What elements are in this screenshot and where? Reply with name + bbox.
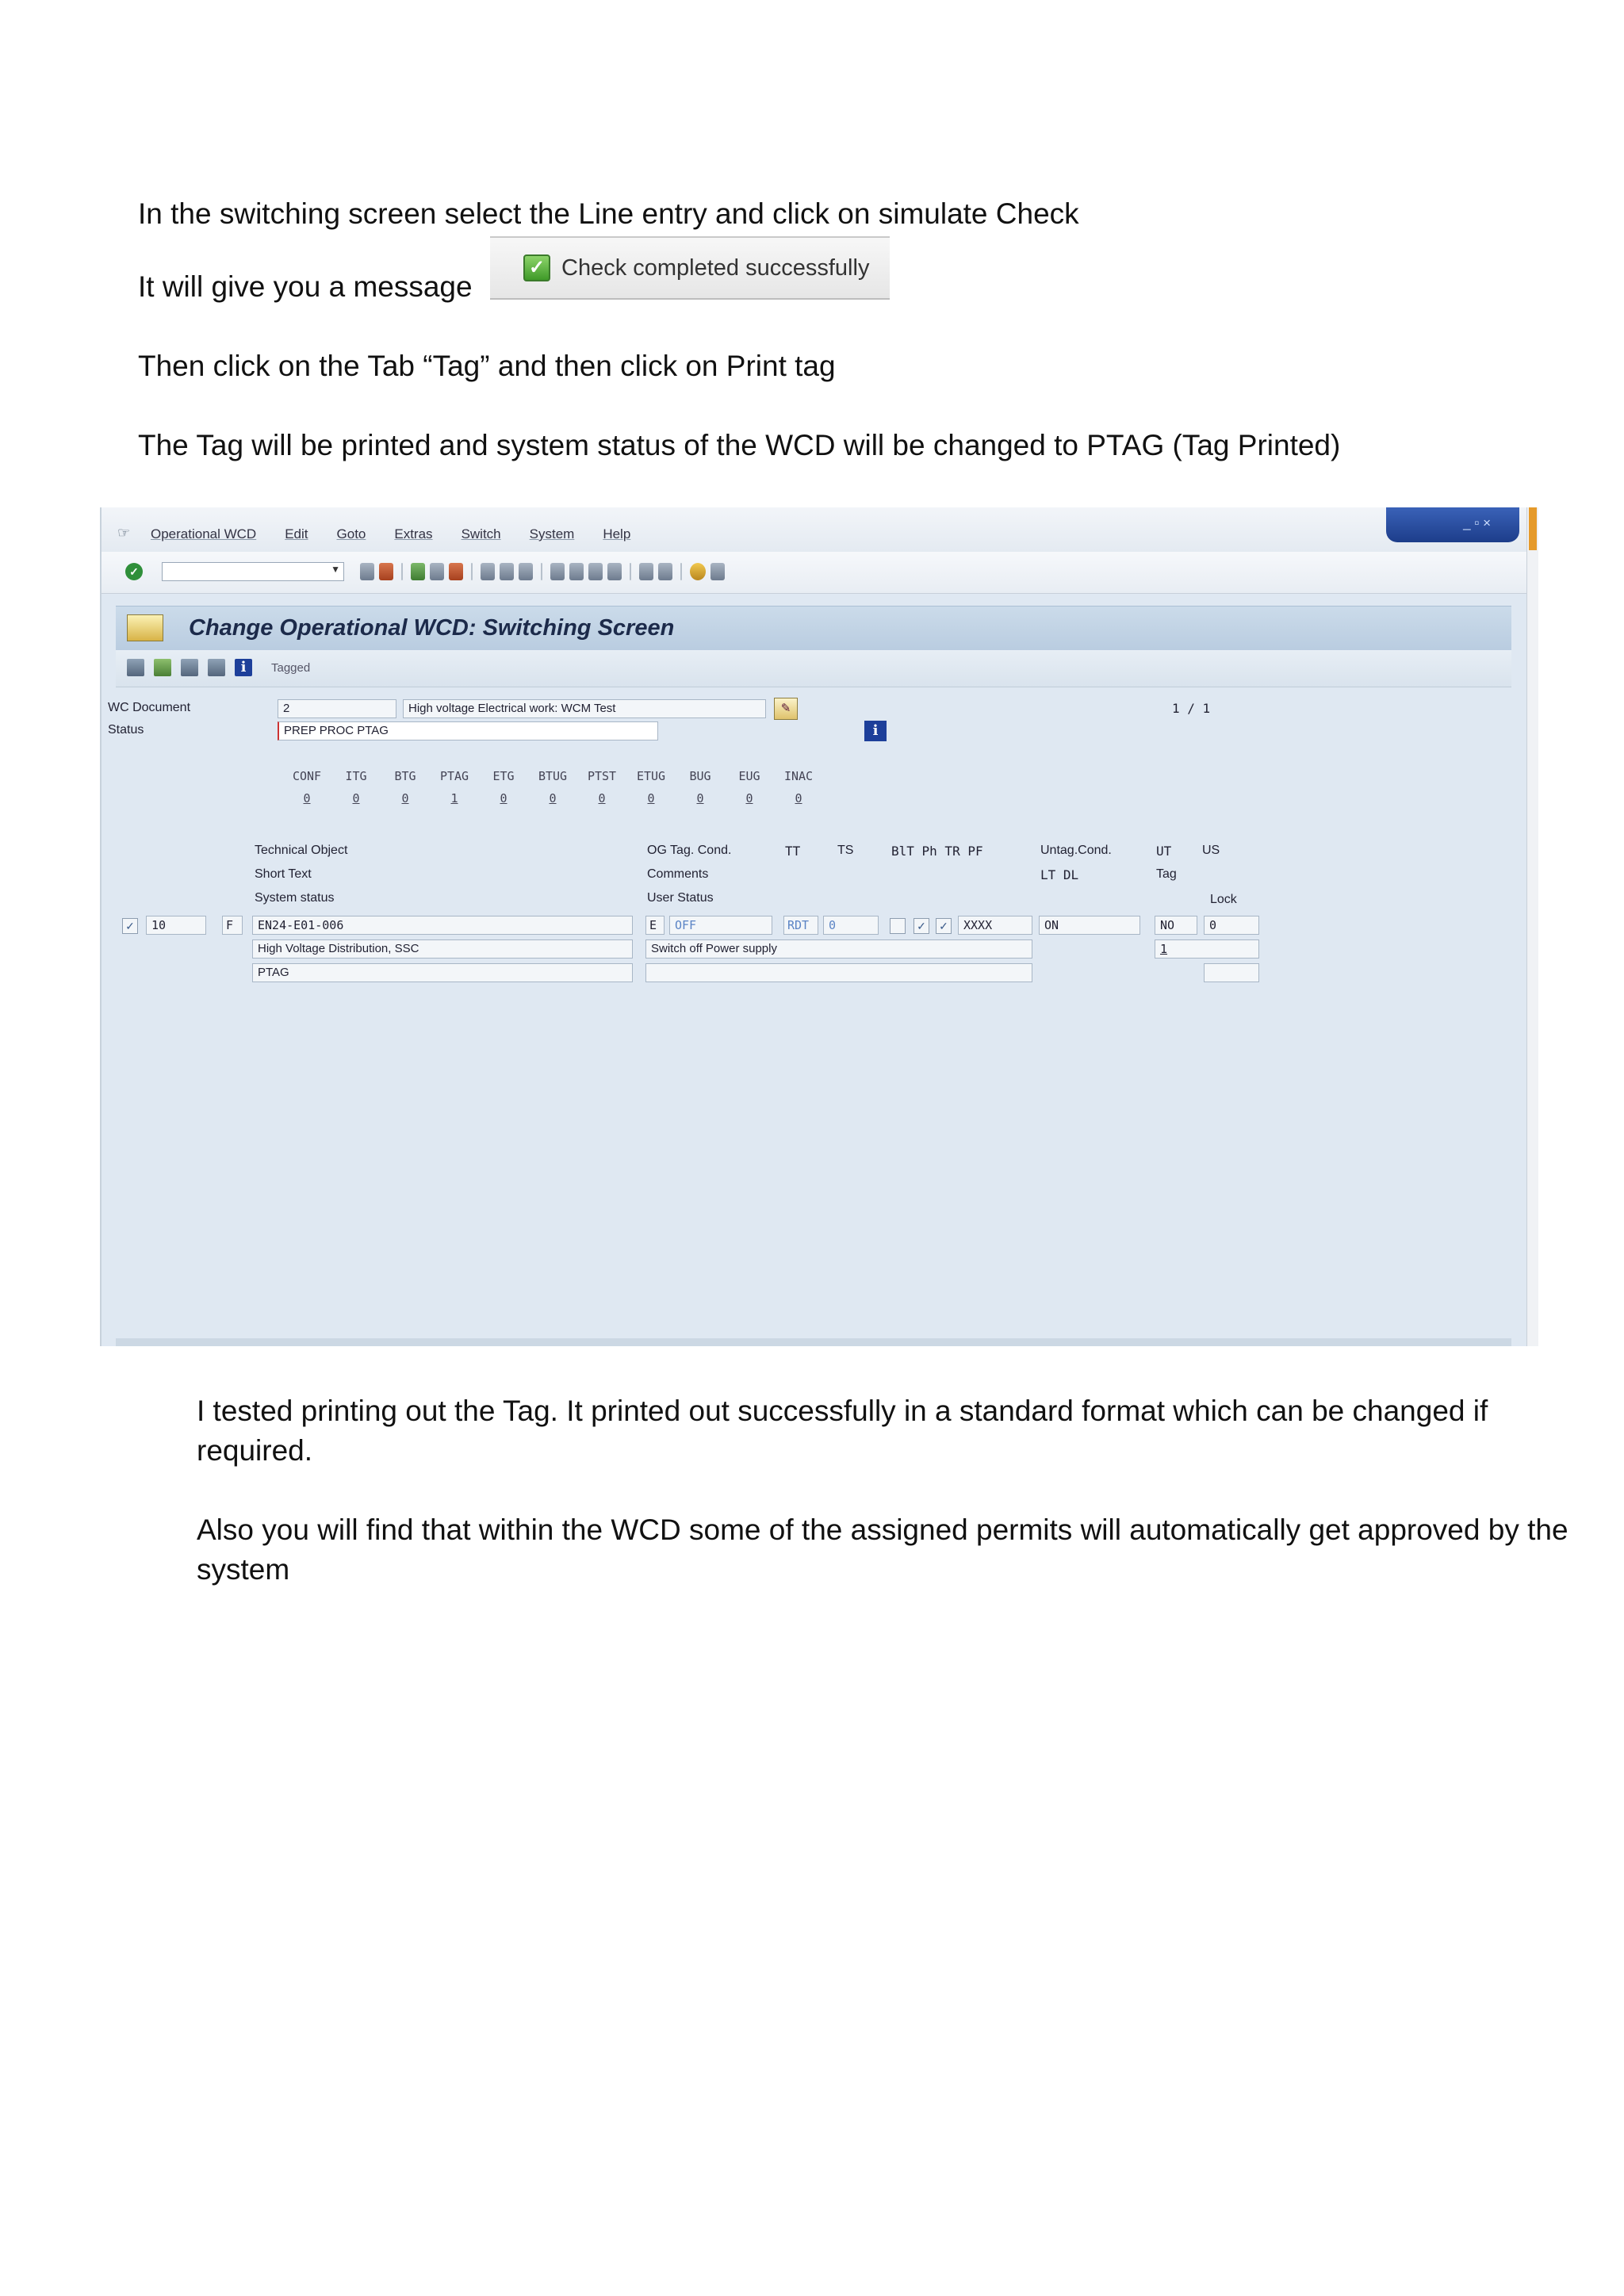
status-header: EUG: [738, 769, 760, 783]
separator: [630, 563, 631, 580]
screen-title: Change Operational WCD: Switching Screen: [189, 615, 675, 641]
status-count[interactable]: 0: [401, 791, 409, 806]
menu-icon[interactable]: ☞: [117, 525, 131, 541]
status-header: BUG: [689, 769, 711, 783]
ph-checkbox[interactable]: ✓: [914, 918, 929, 934]
status-counter-headers: [282, 769, 823, 783]
ut-field[interactable]: NO: [1155, 916, 1197, 935]
back-arrow-icon[interactable]: [360, 563, 374, 580]
screen-header: [116, 606, 1511, 652]
dropdown-icon[interactable]: ▼: [331, 564, 340, 575]
user-status-field[interactable]: [645, 963, 1032, 982]
wc-document-field[interactable]: 2: [278, 699, 396, 718]
help-icon[interactable]: [690, 563, 706, 580]
find-icon[interactable]: [500, 563, 514, 580]
status-count[interactable]: 0: [745, 791, 753, 806]
cancel-icon[interactable]: [449, 563, 463, 580]
edit-text-icon[interactable]: ✎: [774, 698, 798, 720]
success-message-box: [490, 236, 890, 300]
tab-tagged[interactable]: Tagged: [271, 660, 311, 675]
find-next-icon[interactable]: [519, 563, 533, 580]
col-comments: Comments: [647, 867, 709, 881]
window-edge: [1526, 507, 1538, 1346]
col-og-tag-cond: OG Tag. Cond.: [647, 844, 732, 857]
new-session-icon[interactable]: [639, 563, 653, 580]
col-us: US: [1202, 844, 1220, 857]
menu-switch[interactable]: Switch: [461, 526, 501, 541]
status-count[interactable]: 0: [352, 791, 360, 806]
menu-edit[interactable]: Edit: [285, 526, 308, 541]
status-header: PTAG: [439, 769, 469, 783]
col-untag-cond: Untag.Cond.: [1040, 844, 1112, 857]
instruction-line-1: In the switching screen select the Line entry and click on simulate Check: [138, 197, 1079, 230]
checkmark-icon: ✓: [523, 254, 550, 281]
exit-icon[interactable]: [430, 563, 444, 580]
note-paragraph-1: I tested printing out the Tag. It printed out successfully in a standard format which can be changed if required.: [197, 1395, 1488, 1467]
window-controls[interactable]: _ ▫ ×: [1386, 507, 1519, 542]
status-count[interactable]: 0: [647, 791, 655, 806]
success-message-text: Check completed successfully: [561, 254, 870, 281]
col-system-status: System status: [255, 891, 335, 905]
status-header: ITG: [345, 769, 367, 783]
status-header: PTST: [587, 769, 617, 783]
pf-field[interactable]: XXXX: [958, 916, 1032, 935]
status-header: ETUG: [636, 769, 666, 783]
untag-cond-field[interactable]: ON: [1039, 916, 1140, 935]
tag-cond-field[interactable]: OFF: [669, 916, 772, 935]
sap-menu-bar: [102, 507, 1538, 553]
previous-page-icon[interactable]: [569, 563, 584, 580]
toolbar-icons: [360, 563, 725, 580]
ts-field[interactable]: 0: [823, 916, 879, 935]
status-count[interactable]: 0: [549, 791, 557, 806]
row-select-checkbox[interactable]: ✓: [122, 918, 138, 934]
info-icon[interactable]: i: [235, 659, 252, 676]
command-field[interactable]: [162, 562, 344, 581]
status-count[interactable]: 0: [795, 791, 802, 806]
col-tt: TT: [785, 844, 801, 859]
simulate-icon[interactable]: [154, 659, 171, 676]
sap-standard-toolbar: [102, 552, 1538, 594]
document-icon[interactable]: [181, 659, 198, 676]
technical-object-field[interactable]: EN24-E01-006: [252, 916, 633, 935]
instruction-line-2: It will give you a message: [138, 270, 473, 303]
status-header: BTUG: [538, 769, 568, 783]
status-count[interactable]: 1: [450, 791, 458, 806]
next-page-icon[interactable]: [588, 563, 603, 580]
first-page-icon[interactable]: [550, 563, 565, 580]
sap-screenshot: [100, 507, 1538, 1346]
status-field[interactable]: PREP PROC PTAG: [278, 721, 658, 740]
back-icon[interactable]: [411, 563, 425, 580]
status-header: BTG: [394, 769, 416, 783]
layout-icon[interactable]: [710, 563, 725, 580]
instruction-line-3: Then click on the Tab “Tag” and then click on Print tag: [138, 350, 836, 382]
status-counter-values: [282, 791, 823, 806]
col-ts: TS: [837, 844, 854, 857]
comments-field[interactable]: Switch off Power supply: [645, 939, 1032, 959]
instruction-line-4: The Tag will be printed and system status of the WCD will be changed to PTAG (Tag Printed): [138, 429, 1341, 461]
status-count[interactable]: 0: [500, 791, 508, 806]
status-header: CONF: [292, 769, 322, 783]
col-technical-object: Technical Object: [255, 844, 348, 857]
col-flags: BlT Ph TR PF: [891, 844, 983, 859]
status-header: INAC: [783, 769, 814, 783]
separator: [680, 563, 682, 580]
tag-icon[interactable]: [208, 659, 225, 676]
menu-help[interactable]: Help: [603, 526, 631, 541]
status-count[interactable]: 0: [303, 791, 311, 806]
og-field[interactable]: E: [645, 916, 665, 935]
enter-icon[interactable]: ✓: [125, 563, 143, 580]
menu-system[interactable]: System: [529, 526, 575, 541]
print-icon[interactable]: [481, 563, 495, 580]
status-count[interactable]: 0: [598, 791, 606, 806]
overview-icon[interactable]: [127, 659, 144, 676]
edge-accent: [1529, 507, 1537, 550]
status-count[interactable]: 0: [696, 791, 704, 806]
note-paragraph-2: Also you will find that within the WCD some of the assigned permits will automatically get approved by the system: [197, 1513, 1568, 1586]
wc-document-label: WC Document: [108, 701, 191, 714]
col-ut: UT: [1156, 844, 1172, 859]
lock-field[interactable]: [1204, 963, 1259, 982]
save-icon[interactable]: [379, 563, 393, 580]
status-header: ETG: [492, 769, 515, 783]
col-lock: Lock: [1210, 893, 1237, 906]
status-info-icon[interactable]: i: [864, 721, 887, 741]
system-status-field[interactable]: PTAG: [252, 963, 633, 982]
f-indicator-field[interactable]: F: [222, 916, 243, 935]
wc-document-description[interactable]: High voltage Electrical work: WCM Test: [403, 699, 766, 718]
menu-items: [151, 526, 630, 542]
tag-field[interactable]: 1: [1155, 939, 1259, 959]
menu-extras[interactable]: Extras: [394, 526, 433, 541]
col-user-status: User Status: [647, 891, 714, 905]
transaction-icon: [127, 614, 163, 641]
page-indicator: 1 / 1: [1172, 701, 1211, 716]
tt-field[interactable]: RDT: [783, 916, 818, 935]
col-short-text: Short Text: [255, 867, 312, 881]
menu-goto[interactable]: Goto: [336, 526, 366, 541]
separator: [471, 563, 473, 580]
app-toolbar-icons: [127, 659, 310, 676]
status-label: Status: [108, 723, 144, 737]
application-toolbar: [116, 650, 1511, 687]
tr-checkbox[interactable]: ✓: [936, 918, 952, 934]
separator: [401, 563, 403, 580]
col-lt-dl: LT DL: [1040, 867, 1079, 882]
last-page-icon[interactable]: [607, 563, 622, 580]
separator: [541, 563, 542, 580]
shortcut-icon[interactable]: [658, 563, 672, 580]
item-number-field[interactable]: 10: [146, 916, 206, 935]
bottom-strip: [116, 1338, 1511, 1346]
menu-operational-wcd[interactable]: Operational WCD: [151, 526, 257, 541]
col-tag: Tag: [1156, 867, 1177, 881]
short-text-field[interactable]: High Voltage Distribution, SSC: [252, 939, 633, 959]
us-field[interactable]: 0: [1204, 916, 1259, 935]
blt-checkbox[interactable]: [890, 918, 906, 934]
